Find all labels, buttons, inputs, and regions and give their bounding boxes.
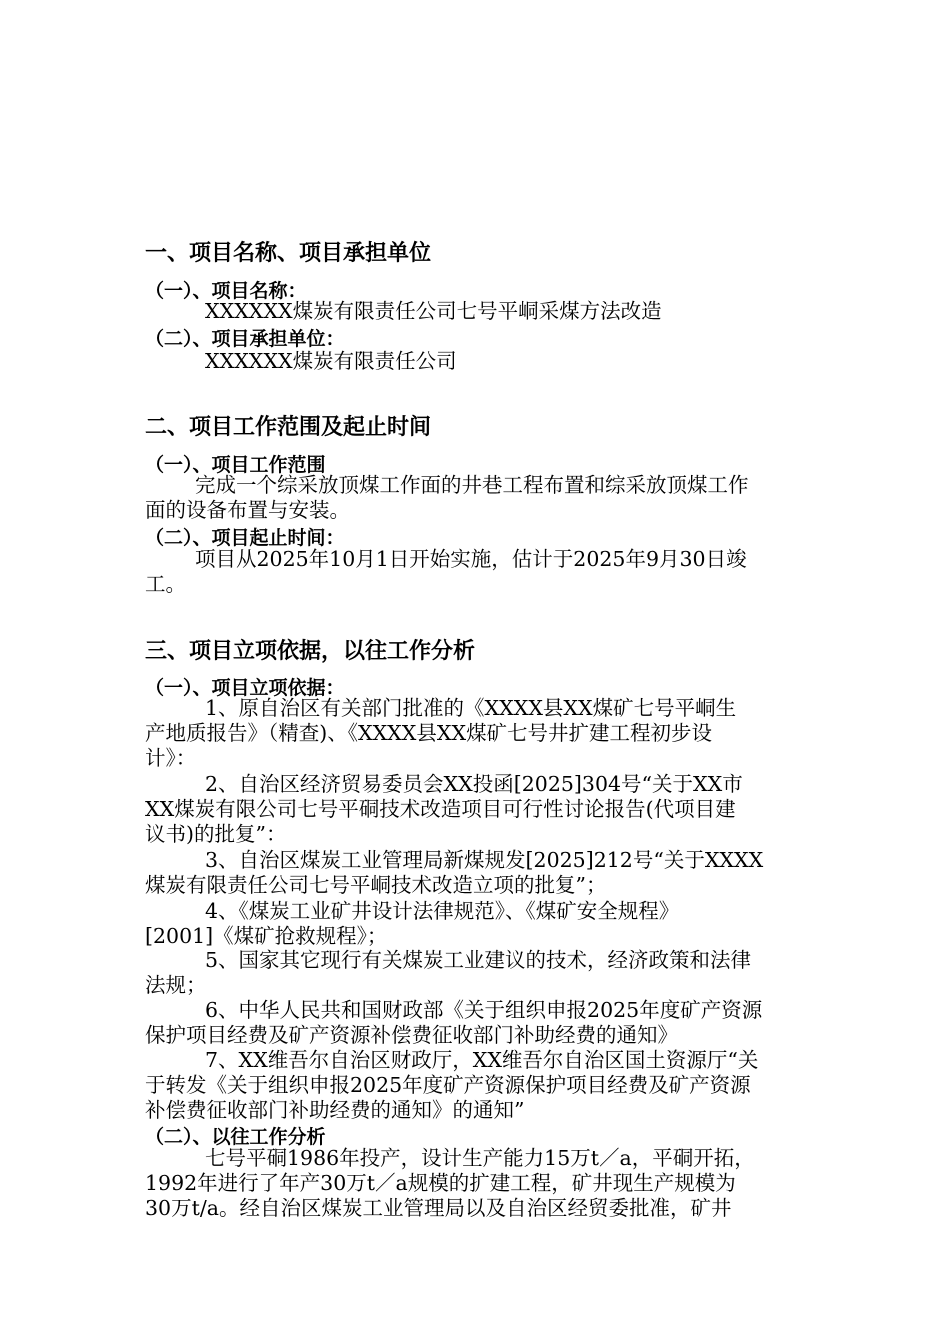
basis-2-line-2: XX煤炭有限公司七号平硐技术改造项目可行性讨论报告(代项目建 xyxy=(145,797,736,821)
section-2-sub-1: （一）、项目工作范围 xyxy=(145,454,326,476)
section-3-sub-1: （一）、项目立项依据： xyxy=(145,677,345,699)
section-3-heading: 三、项目立项依据，以往工作分析 xyxy=(145,639,476,664)
basis-4-line-2: [2001]《煤矿抢救规程》； xyxy=(145,924,388,948)
basis-7-line-2: 于转发《关于组织申报2025年度矿产资源保护项目经费及矿产资源 xyxy=(145,1073,751,1097)
project-unit: XXXXXX煤炭有限责任公司 xyxy=(205,349,457,373)
analysis-line-1: 七号平硐1986年投产，设计生产能力15万t／a，平硐开拓， xyxy=(205,1146,755,1170)
basis-5-line-1: 5、国家其它现行有关煤炭工业建议的技术，经济政策和法律 xyxy=(205,948,752,972)
basis-1-line-1: 1、原自治区有关部门批准的《XXXX县XX煤矿七号平峒生 xyxy=(205,696,737,720)
section-2-sub-2: （二）、项目起止时间： xyxy=(145,527,345,549)
basis-2-line-1: 2、自治区经济贸易委员会XX投函[2025]304号“关于XX市 xyxy=(205,772,743,796)
basis-3-line-1: 3、自治区煤炭工业管理局新煤规发[2025]212号“关于XXXX xyxy=(205,848,764,872)
basis-4-line-1: 4、《煤炭工业矿井设计法律规范》、《煤矿安全规程》 xyxy=(205,899,680,923)
project-name: XXXXXX煤炭有限责任公司七号平峒采煤方法改造 xyxy=(205,299,662,323)
analysis-line-2: 1992年进行了年产30万t／a规模的扩建工程，矿井现生产规模为 xyxy=(145,1171,736,1195)
scope-line-1: 完成一个综采放顶煤工作面的井巷工程布置和综采放顶煤工作 xyxy=(195,473,749,497)
time-line-1: 项目从2025年10月1日开始实施，估计于2025年9月30日竣 xyxy=(195,547,747,571)
basis-2-line-3: 议书)的批复”： xyxy=(145,822,287,846)
basis-3-line-2: 煤炭有限责任公司七号平峒技术改造立项的批复”； xyxy=(145,873,607,897)
basis-1-line-3: 计》： xyxy=(145,746,197,770)
section-1-sub-2: （二）、项目承担单位： xyxy=(145,328,345,350)
basis-6-line-1: 6、中华人民共和国财政部《关于组织申报2025年度矿产资源 xyxy=(205,998,763,1022)
scope-line-2: 面的设备布置与安装。 xyxy=(145,498,350,522)
section-3-sub-2: （二）、以往工作分析 xyxy=(145,1126,326,1148)
basis-6-line-2: 保护项目经费及矿产资源补偿费征收部门补助经费的通知》 xyxy=(145,1023,678,1047)
analysis-line-3: 30万t/a。经自治区煤炭工业管理局以及自治区经贸委批准，矿井 xyxy=(145,1196,732,1220)
section-1-heading: 一、项目名称、项目承担单位 xyxy=(145,241,432,266)
section-1-sub-1: （一）、项目名称： xyxy=(145,280,307,302)
section-2-heading: 二、项目工作范围及起止时间 xyxy=(145,415,432,440)
basis-7-line-3: 补偿费征收部门补助经费的通知》的通知” xyxy=(145,1098,525,1122)
basis-1-line-2: 产地质报告》（精查)、《XXXX县XX煤矿七号井扩建工程初步设 xyxy=(145,721,713,745)
basis-7-line-1: 7、XX维吾尔自治区财政厅，XX维吾尔自治区国土资源厅“关 xyxy=(205,1048,759,1072)
time-line-2: 工。 xyxy=(145,572,186,596)
basis-5-line-2: 法规； xyxy=(145,973,207,997)
